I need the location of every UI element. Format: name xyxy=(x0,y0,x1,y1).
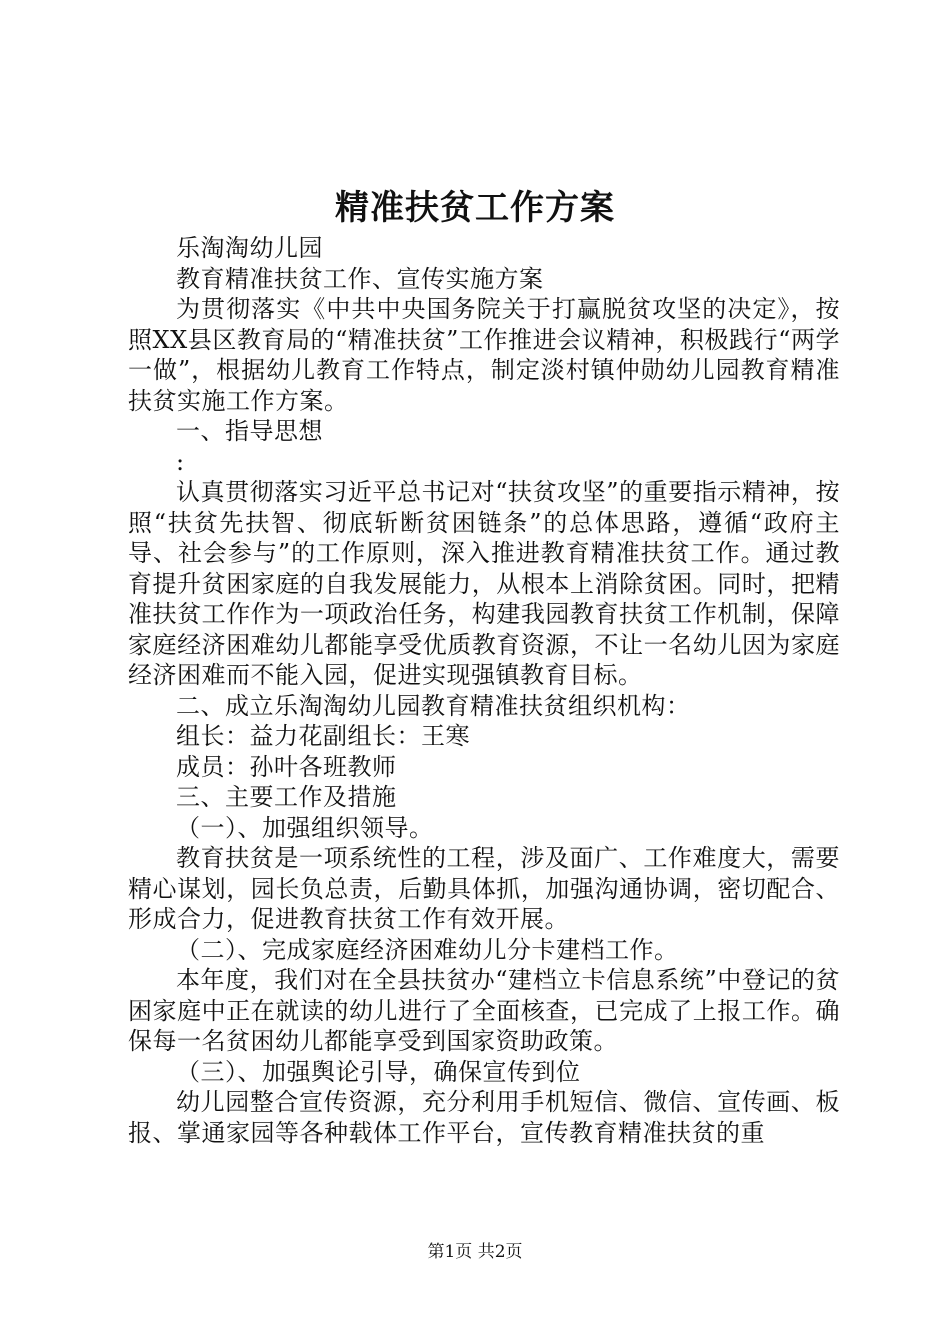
document-title: 精准扶贫工作方案 xyxy=(335,188,615,228)
paragraph-org-name: 乐淘淘幼儿园 xyxy=(176,234,323,262)
heading-main-work: 三、主要工作及措施 xyxy=(176,783,397,811)
page-number: 第1页 共2页 xyxy=(427,1242,523,1262)
paragraph-guiding-thought: 认真贯彻落实习近平总书记对“扶贫攻坚”的重要指示精神，按照“扶贫先扶智、彻底斩断贫困链条”的总体思路，遵循“政府主导、社会参与”的工作原则，深入推进教育精准扶贫工作。通过教育提升贫困家庭的自我发展能力，从根本上消除贫困。同时，把精准扶贫工作作为一项政治任务，构建我园教育扶贫工作机制，保障家庭经济困难幼儿都能享受优质教育资源，不让一名幼儿因为家庭经济困难而不能入园，促进实现强镇教育目标。 xyxy=(128,478,840,689)
paragraph-section-3: 幼儿园整合宣传资源，充分利用手机短信、微信、宣传画、板报、掌通家园等各种载体工作平台，宣传教育精准扶贫的重 xyxy=(128,1088,840,1147)
document-body xyxy=(128,233,840,1148)
paragraph-intro: 为贯彻落实《中共中央国务院关于打赢脱贫攻坚的决定》，按照XX县区教育局的“精准扶贫”工作推进会议精神，积极践行“两学一做”，根据幼儿教育工作特点，制定淡村镇仲勋幼儿园教育精准扶贫实施工作方案。 xyxy=(128,295,840,415)
paragraph-section-1: 教育扶贫是一项系统性的工程，涉及面广、工作难度大，需要精心谋划，园长负总责，后勤具体抓，加强沟通协调，密切配合、形成合力，促进教育扶贫工作有效开展。 xyxy=(128,844,840,933)
paragraph-colon: : xyxy=(176,447,185,476)
heading-section-1: （一）、加强组织领导。 xyxy=(176,813,434,842)
heading-guiding-thought: 一、指导思想 xyxy=(176,417,323,445)
heading-organization: 二、成立乐淘淘幼儿园教育精准扶贫组织机构： xyxy=(176,691,691,720)
paragraph-members: 成员：孙叶各班教师 xyxy=(176,752,397,781)
heading-section-2: （二）、完成家庭经济困难幼儿分卡建档工作。 xyxy=(176,935,679,964)
paragraph-leaders: 组长：益力花副组长：王寒 xyxy=(176,722,470,750)
paragraph-section-2: 本年度，我们对在全县扶贫办“建档立卡信息系统”中登记的贫困家庭中正在就读的幼儿进行了全面核查，已完成了上报工作。确保每一名贫困幼儿都能享受到国家资助政策。 xyxy=(128,966,840,1055)
paragraph-subtitle: 教育精准扶贫工作、宣传实施方案 xyxy=(176,264,544,293)
heading-section-3: （三）、加强舆论引导，确保宣传到位 xyxy=(176,1057,581,1086)
